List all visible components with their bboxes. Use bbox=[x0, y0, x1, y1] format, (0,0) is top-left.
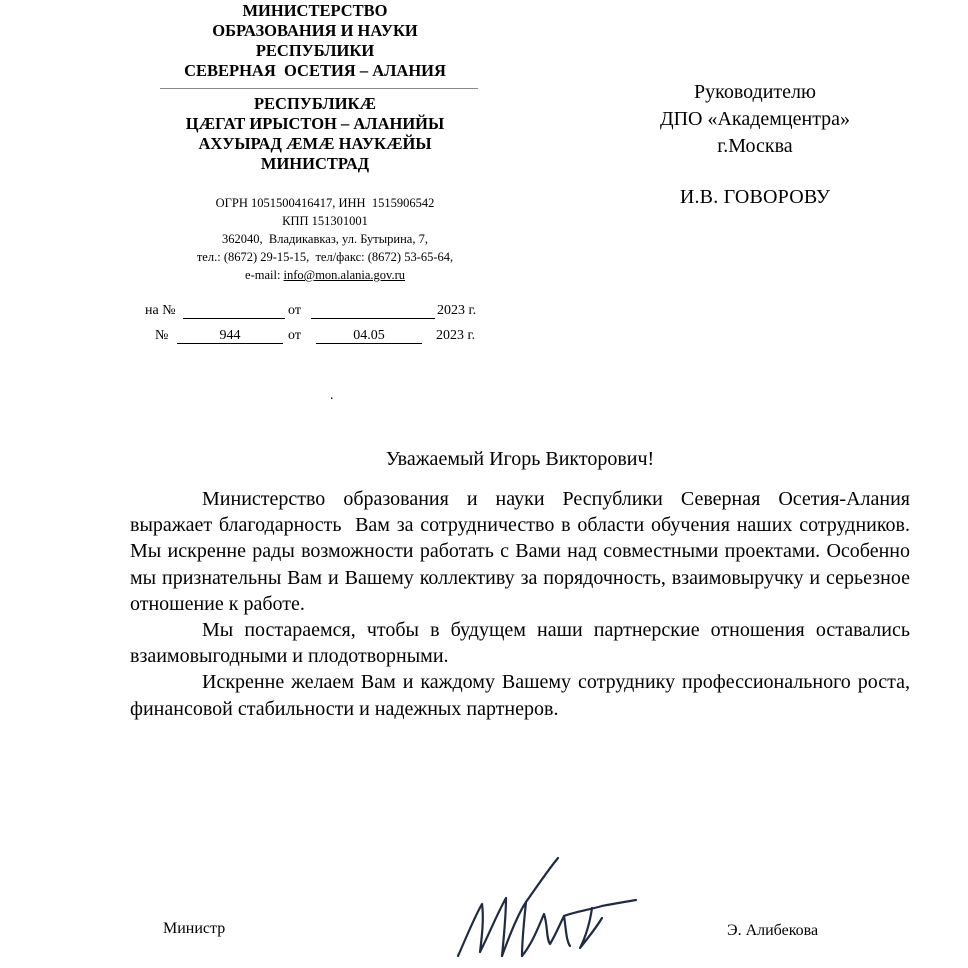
header-line: АХУЫРАД ӔМӔ НАУКӔЙЫ bbox=[198, 134, 432, 153]
paragraph: Искренне желаем Вам и каждому Вашему сотруднику профессионального роста, финансовой стабильности и надежных партнеров. bbox=[130, 671, 910, 720]
recipient-organization: ДПО «Академцентра» bbox=[659, 108, 851, 130]
phones: тел.: (8672) 29-15-15, тел/факс: (8672) 53-65-64, bbox=[196, 250, 454, 264]
header-line: РЕСПУБЛИКИ bbox=[255, 41, 375, 60]
header-line: СЕВЕРНАЯ ОСЕТИЯ – АЛАНИЯ bbox=[184, 61, 446, 80]
out-year: 2023 г. bbox=[436, 328, 476, 343]
ref-from-label: от bbox=[288, 303, 301, 318]
header-line: РЕСПУБЛИКӔ bbox=[253, 94, 377, 113]
handwritten-signature-icon bbox=[452, 852, 642, 968]
recipient-position: Руководителю bbox=[694, 81, 816, 103]
letter-body bbox=[130, 486, 915, 722]
email-line bbox=[140, 266, 510, 284]
header-line: ОБРАЗОВАНИЯ И НАУКИ bbox=[212, 21, 418, 40]
out-from-label: от bbox=[288, 328, 301, 343]
greeting: Уважаемый Игорь Викторович! bbox=[385, 448, 655, 470]
ref-date-field bbox=[311, 303, 435, 319]
ministry-header-os bbox=[140, 94, 490, 174]
out-number-field bbox=[177, 328, 283, 344]
ref-number-label: на № bbox=[145, 303, 176, 318]
paragraph: Мы постараемся, чтобы в будущем наши партнерские отношения оставались взаимовыгодными и плодотворными. bbox=[130, 619, 910, 668]
ogrn-inn: ОГРН 1051500416417, ИНН 1515906542 bbox=[215, 196, 435, 210]
out-number-label: № bbox=[155, 328, 169, 343]
kpp: КПП 151301001 bbox=[282, 214, 368, 228]
recipient-name: И.В. ГОВОРОВУ bbox=[679, 186, 831, 208]
header-line: МИНИСТРАД bbox=[260, 154, 370, 173]
ref-number-field bbox=[183, 303, 285, 319]
header-divider bbox=[160, 88, 478, 89]
signatory-title: Министр bbox=[163, 920, 226, 937]
stray-mark: . bbox=[330, 388, 334, 403]
out-date-field bbox=[316, 328, 422, 344]
email-label: e-mail: bbox=[245, 268, 284, 282]
header-line: МИНИСТЕРСТВО bbox=[242, 1, 388, 20]
email-link[interactable]: info@mon.alania.gov.ru bbox=[283, 268, 405, 282]
signatory-name: Э. Алибекова bbox=[727, 922, 819, 939]
recipient-block bbox=[560, 79, 950, 160]
out-number: 944 bbox=[219, 328, 241, 343]
out-date: 04.05 bbox=[353, 328, 385, 343]
header-line: ЦӔГАТ ИРЫСТОН – АЛАНИЙЫ bbox=[185, 114, 445, 133]
paragraph: Министерство образования и науки Республики Северная Осетия-Алания выражает благодарность Вам за сотрудничество в области обучения наших сотрудников. Мы искренне рады возможности работать с Вами над совместными проектами. Особенно мы признательны Вам и Вашему коллективу за порядочность, взаимовыручку и серьезное отношение к работе. bbox=[130, 488, 915, 615]
ministry-header-ru bbox=[140, 1, 490, 81]
recipient-city: г.Москва bbox=[717, 135, 793, 157]
ref-year: 2023 г. bbox=[437, 303, 477, 318]
address: 362040, Владикавказ, ул. Бутырина, 7, bbox=[222, 232, 428, 246]
ministry-requisites bbox=[140, 194, 510, 284]
